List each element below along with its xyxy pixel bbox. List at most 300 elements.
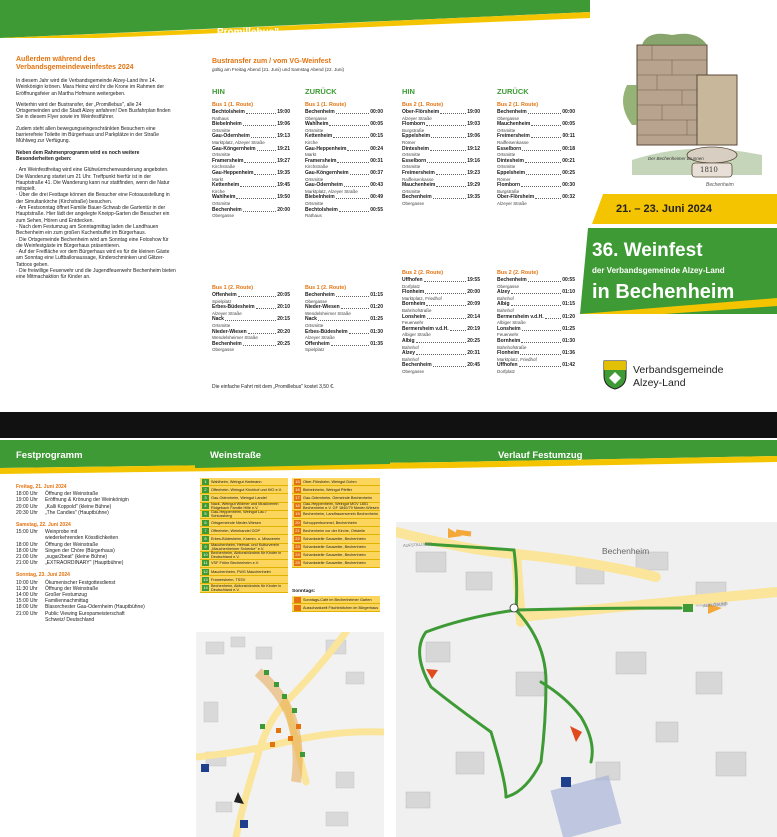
bus-stop-time: 19:23 — [467, 169, 480, 176]
bus-stop-time: 00:30 — [562, 182, 575, 189]
stand-number: 5 — [202, 511, 209, 517]
stand-number — [294, 605, 301, 611]
bus-stop-dots — [520, 351, 561, 355]
festprogramm-event — [16, 560, 186, 566]
event-title: Öffnung der Weinstraße — [45, 491, 99, 498]
weinstrasse-list-left — [200, 478, 288, 593]
bus-route-block — [402, 268, 480, 376]
bus-stop-location: Bahnhof — [402, 356, 419, 362]
bus-stop-time: 20:15 — [277, 316, 290, 323]
bus-stop-location: Bahnhof — [497, 307, 514, 313]
bus-section — [212, 58, 582, 72]
coat-of-arms-icon — [603, 360, 627, 390]
bus-stop-location: Bahnhofstraße — [402, 307, 432, 313]
bus-stop-time: 01:20 — [562, 313, 575, 320]
bus-stop-name: Eppelsheim — [497, 169, 526, 176]
zurueck-label-2: ZURÜCK — [497, 87, 529, 96]
weinstrasse-stand — [292, 535, 380, 543]
event-time: 15:00 Uhr — [16, 529, 38, 536]
bus-stop-dots — [545, 315, 562, 319]
bus-stop-location: Spielplatz — [212, 298, 232, 304]
bus-stop-name: Offenheim — [212, 292, 237, 298]
bus-stop-location: Alzeyer Straße — [497, 200, 527, 206]
bus-stop-location: Kirchstraße — [305, 164, 329, 170]
event-title: „The Candies" (Hauptbühne) — [45, 509, 109, 516]
bus-stop-name: Bermersheim v.d.H. — [497, 313, 544, 320]
bus-stop-dots — [243, 208, 276, 212]
bus-stop-dots — [433, 363, 466, 367]
intro-bullet-item: · Die Ortsgemeinde Bechenheim wird am Sonntag eine Fotoshow für die Weinfestgäste im Bürgerhaus präsentieren. — [16, 236, 169, 249]
fold-divider — [0, 412, 777, 438]
bus-stop-dots — [519, 363, 562, 367]
bus-stop-name: Flomborn — [402, 121, 426, 128]
bus-stop-name: Lonsheim — [497, 325, 521, 332]
date-text: 21. – 23. Juni 2024 — [616, 203, 713, 215]
bus-stop-location: Kirche — [305, 139, 318, 145]
bus-stop-name: Freimersheim — [402, 169, 435, 176]
zurueck-label-1: ZURÜCK — [305, 87, 337, 96]
bus-stop-name: Biebelnheim — [212, 121, 242, 128]
title-subtitle: der Verbandsgemeinde Alzey-Land — [592, 266, 725, 275]
bus-footer: Die einfache Fahrt mit dem „Promillebus" kostet 3,50 €. — [212, 384, 335, 390]
bus-stop-location: Kirche — [212, 188, 225, 194]
bus-stop-time: 19:45 — [277, 182, 290, 189]
bus-stop-dots — [257, 147, 277, 151]
weinstrasse-list-right — [292, 478, 380, 568]
bus-stop-location: Obergasse — [497, 283, 520, 289]
event-time — [16, 617, 45, 623]
bus-stop-dots — [333, 134, 369, 138]
bus-stop-time: 19:16 — [467, 157, 480, 164]
bus-stop-time: 19:29 — [467, 182, 480, 189]
bus-stop-location: Bahnhof — [497, 295, 514, 301]
weinstrasse-stand — [292, 560, 380, 568]
bus-stop-time: 01:30 — [562, 337, 575, 344]
event-time: 14:00 Uhr — [16, 592, 38, 599]
bus-stop-time: 19:03 — [467, 121, 480, 128]
bus-stop-dots — [426, 122, 466, 126]
bus-stop-time: 01:10 — [562, 289, 575, 296]
bus-stop-location: Bahnhofstraße — [497, 344, 527, 350]
bus-stop-name: Dintesheim — [497, 157, 524, 164]
bus-stop-dots — [521, 339, 561, 343]
bus-stop-name: Flonheim — [497, 350, 520, 357]
bus-stop-dots — [427, 159, 466, 163]
bus-stop-location: Römer — [497, 176, 511, 182]
event-time: 18:00 Uhr — [16, 491, 38, 498]
stand-number: 21 — [295, 527, 300, 533]
bus-stop-location: Rathaus — [305, 213, 322, 219]
bus-stop-location: Burgstraße — [497, 188, 520, 194]
bus-stop-time: 20:14 — [467, 313, 480, 320]
bus-stop-location: Alzeyer Straße — [402, 115, 432, 121]
bus-stop-location: Wendelsheimer Straße — [212, 335, 258, 341]
intro-heading: Außerdem während des Verbandsgemeindeweinfestes 2024 — [16, 56, 134, 71]
event-title: „EXTRAORDINARY" (Hauptbühne) — [45, 560, 124, 567]
event-time: 20:30 Uhr — [16, 509, 38, 516]
bus-stop-location: Ortsmitte — [402, 164, 421, 170]
well-illustration — [612, 25, 772, 185]
bus-stop-dots — [339, 208, 369, 212]
bus-stop-dots — [238, 293, 276, 297]
weinstrasse-stand — [200, 478, 288, 486]
bus-stop-location: Marktplatz, Friedhof — [402, 295, 442, 301]
stand-number: 6 — [202, 520, 209, 526]
event-title: „sugar2beat" (kleine Bühne) — [45, 554, 108, 561]
bus-stop-location: Marktplatz, Friedhof — [497, 356, 537, 362]
bus-route-title: Bus 2 (1. Route) — [402, 102, 444, 108]
bus-stop-time: 20:25 — [277, 340, 290, 347]
bus-stop-time: 01:36 — [562, 350, 575, 357]
bus-stop-location: Wendelsheimer Straße — [305, 310, 351, 316]
stand-name: Bechenheim, Aktionsbündnis für Kinder in Deutschland e.V. — [211, 551, 282, 560]
bus-stop-dots — [318, 317, 369, 321]
title-weinfest: 36. Weinfest — [592, 240, 703, 261]
bus-stop-name: Gau-Köngernheim — [305, 169, 349, 176]
weinstrasse-stand — [292, 544, 380, 552]
festprogramm-day: Samstag, 22. Juni 2024 — [16, 522, 71, 529]
bus-stop-location: Ortsmitte — [212, 152, 231, 158]
event-title: Ökumenischer Festgottesdienst — [45, 579, 116, 586]
bus-stop-location: Rathaus — [212, 115, 229, 121]
bus-stop-location: Ortsmitte — [212, 127, 231, 133]
stand-name: Schankstelle Gauweiler, Bechenheim — [303, 545, 366, 550]
bus-stop-name: Alzey — [497, 289, 511, 296]
stand-number: 19 — [295, 511, 300, 517]
event-title: Singen der Chöre (Bürgerhaus) — [45, 547, 115, 554]
stand-name: Bechenheim, Aktionsbündnis für Kinder in Deutschland e.V. — [211, 584, 282, 593]
verlauf-festumzug-title: Verlauf Festumzug — [498, 450, 583, 461]
stand-name: Schoppenbummel, Bechenheim — [303, 520, 357, 525]
bus-stop-location: Ortsmitte — [212, 322, 231, 328]
weinstrasse-stand — [200, 511, 288, 519]
stand-number: 20 — [295, 519, 300, 525]
bus-stop-dots — [331, 342, 369, 346]
weinstrasse-stand — [200, 519, 288, 527]
bus-stop-name: Nieder-Wiesen — [305, 304, 340, 311]
bus-stop-time: 00:15 — [370, 133, 383, 140]
bus-stop-name: Albig — [402, 337, 415, 344]
event-title: Familiennachmittag — [45, 598, 89, 605]
bus-stop-dots — [531, 134, 562, 138]
bus-stop-name: Esselborn — [402, 157, 427, 164]
bus-stop-dots — [225, 317, 276, 321]
bus-stop-time: 00:55 — [370, 206, 383, 213]
stand-name: Framersheim, TSSV — [211, 577, 246, 582]
stand-number: 9 — [202, 544, 209, 550]
bus-route-title: Bus 1 (1. Route) — [305, 102, 347, 108]
bus-stop-name: Bechenheim — [212, 340, 242, 347]
bus-stop-location: Dorfplatz — [497, 368, 516, 374]
bus-stop-location: Kirchstraße — [212, 164, 236, 170]
bus-stop-time: 00:32 — [562, 194, 575, 201]
bus-stop-time: 00:43 — [370, 182, 383, 189]
bus-stop-time: 00:05 — [370, 121, 383, 128]
stand-number: 12 — [203, 568, 208, 574]
bus-route-block — [212, 283, 290, 354]
bus-stop-time: 01:25 — [370, 316, 383, 323]
bus-stop-time: 20:31 — [467, 350, 480, 357]
bus-stop-time: 01:42 — [562, 362, 575, 369]
bus-stop-dots — [337, 159, 369, 163]
bus-stop-location: Alzeyer Straße — [305, 335, 335, 341]
title-location: in Bechenheim — [592, 281, 735, 303]
bus-stop-name: Bechenheim — [402, 362, 432, 369]
intro-bullet-item: · Am Festsonntag öffnet Familie Bauer-Schwab die Gartentür in der Hauptstraße. Hier lädt der angelegte Kneipp-Garten die Besucher ein zum Sehen, Hören und Entdecken. — [16, 205, 170, 224]
bus-stop-dots — [236, 195, 276, 199]
sonntags-stand — [292, 596, 380, 604]
bus-stop-location: Römer — [402, 139, 416, 145]
stand-number: 7 — [202, 528, 209, 534]
stand-name: Ausschankzelt Fischbrötchen im Bürgerhaus — [303, 605, 379, 610]
bus-stop-time: 00:55 — [562, 277, 575, 283]
bus-heading: Bustransfer zum / vom VG-Weinfest — [212, 58, 331, 65]
bus-stop-dots — [416, 351, 466, 355]
stand-name: Schankstelle Gauweiler, Bechenheim — [303, 536, 366, 541]
bus-stop-time: 00:24 — [370, 145, 383, 152]
bus-stop-time: 20:25 — [467, 337, 480, 344]
stand-name: VSF Frühe Bechenheim e.V. — [211, 561, 259, 566]
top-green-band — [0, 0, 590, 36]
weinstrasse-stand — [292, 511, 380, 519]
bus-stop-location: Raiffeisenkasse — [497, 139, 529, 145]
bus-route-title: Bus 1 (1. Route) — [212, 102, 254, 108]
bus-stop-time: 19:06 — [467, 133, 480, 140]
bus-stop-dots — [528, 110, 561, 114]
intro-bullet-item: · Über die drei Festtage können die Besucher eine Fotoausstellung in der Simultankirche (Kirchstraße) besuchen. — [16, 192, 170, 205]
stand-number: 4 — [202, 503, 209, 509]
stand-number: 15 — [295, 478, 300, 484]
event-time: 21:00 Uhr — [16, 560, 38, 567]
bus-stop-dots — [240, 183, 276, 187]
bus-stop-location: Albiger Straße — [497, 320, 526, 326]
bus-stop-time: 01:15 — [370, 292, 383, 298]
bus-stop-name: Mauchenheim — [497, 121, 531, 128]
bus-stop-dots — [522, 327, 562, 331]
bus-column-1 — [212, 100, 290, 353]
bus-stop-dots — [433, 195, 466, 199]
intro-bullet-item: · Nach dem Festumzug am Sonntagmittag laden die Landfrauen Bechenheim ein zum großen Kuchenbuffet im Bürgerhaus. — [16, 223, 159, 237]
bus-stop-dots — [522, 147, 561, 151]
bus-route-title: Bus 2 (2. Route) — [497, 270, 539, 276]
bus-stop-time: 00:21 — [562, 157, 575, 164]
bus-stop-dots — [329, 122, 369, 126]
intro-bullet-item: · Die freiwillige Feuerwehr und die Jugendfeuerwehr Bechenheim bieten eine Mitmachaktion für Kinder an. — [16, 268, 176, 281]
bus-stop-dots — [251, 134, 276, 138]
event-time: 10:00 Uhr — [16, 579, 38, 586]
bus-stop-location: Feuerwehr — [497, 332, 519, 338]
weinstrasse-stand — [200, 568, 288, 576]
bus-stop-dots — [521, 183, 561, 187]
bus-stop-name: Erbes-Büdesheim — [212, 304, 255, 311]
bus-stop-location: Obergasse — [305, 115, 328, 121]
bus-stop-time: 19:27 — [277, 157, 290, 164]
illustration-signature: Bechenheim — [706, 182, 734, 188]
stand-name: Mauchenheim, FWG Mauchenheim — [211, 569, 271, 574]
event-title: Öffnung der Weinstraße — [45, 585, 99, 592]
bus-stop-time: 00:49 — [370, 194, 383, 201]
festumzug-map — [396, 522, 777, 837]
hin-label-1: HIN — [212, 87, 225, 96]
bus-stop-name: Uffhofen — [497, 362, 518, 369]
bus-stop-dots — [511, 302, 562, 306]
stand-name: Offenheim, Weinhandel GOP — [211, 528, 261, 533]
bus-stop-time: 00:18 — [562, 145, 575, 152]
bus-stop-location: Markt — [305, 152, 317, 158]
stand-number: 23 — [295, 544, 300, 550]
intro-bullet-item: · Auf der Freifläche vor dem Bürgerhaus wird es für die kleinen Gäste am Sonntag eine Luftballonaussage, Kinderschminken und Glitzer-Tattoos geben. — [16, 249, 170, 268]
bus-stop-time: 20:00 — [467, 289, 480, 296]
hin-label-2: HIN — [402, 87, 415, 96]
festprogramm-event — [16, 510, 186, 516]
bus-stop-name: Kettenheim — [305, 133, 333, 140]
bus-stop-time: 19:50 — [277, 194, 290, 201]
bus-stop-time: 20:10 — [277, 304, 290, 311]
bus-stop-dots — [416, 339, 467, 343]
bus-stop-name: Freimersheim — [497, 133, 530, 140]
festprogramm-event — [16, 617, 186, 623]
bus-stop-dots — [535, 195, 561, 199]
stand-name: Nack, Weingut Widmer und Musikverein Ridgebach Familie Hille e.V. — [211, 502, 279, 511]
bus-stop-name: Nieder-Wiesen — [212, 328, 247, 335]
bus-route-block — [305, 102, 383, 219]
stand-number: 16 — [295, 486, 300, 492]
bus-stop-time: 01:35 — [370, 340, 383, 347]
bus-stop-name: Nack — [305, 316, 317, 323]
bus-stop-location: Ortsmitte — [305, 127, 324, 133]
stand-name: Sonntags-Café im Bechenheimer Garten — [303, 597, 372, 602]
stand-name: Bechenheim, Landfrauenverein Bechenheim — [303, 512, 378, 517]
bus-stop-dots — [427, 315, 467, 319]
weinstrasse-stand — [200, 486, 288, 494]
bus-stop-name: Bechenheim — [212, 206, 242, 213]
bus-stop-dots — [511, 290, 561, 294]
bus-stop-time: 19:55 — [467, 277, 480, 283]
bus-route-title: Bus 1 (2. Route) — [305, 285, 347, 291]
bus-stop-time: 19:35 — [467, 194, 480, 201]
bus-stop-time: 00:11 — [562, 133, 575, 140]
bus-stop-time: 20:05 — [277, 292, 290, 298]
weinstrasse-stand — [200, 584, 288, 592]
bus-stop-location: Marktplatz, Alzeyer Straße — [305, 188, 358, 194]
bus-route-block — [497, 102, 575, 207]
bus-stop-location: Obergasse — [305, 298, 328, 304]
event-time: 18:00 Uhr — [16, 604, 38, 611]
event-time: 20:00 Uhr — [16, 503, 38, 510]
bus-stop-dots — [349, 330, 370, 334]
bus-stop-name: Bechenheim — [497, 277, 527, 283]
bus-stop-name: Gau-Heppenheim — [305, 145, 347, 152]
bus-stop-name: Gau-Odernheim — [212, 133, 250, 140]
bus-stop-location: Ortsmitte — [497, 164, 516, 170]
bus-stop-location: Ortsmitte — [497, 127, 516, 133]
bus-stop-name: Bornheim — [497, 337, 521, 344]
bus-route-block — [497, 268, 575, 376]
weinstrasse-sonntags-list — [292, 596, 380, 612]
weinstrasse-stand — [292, 478, 380, 486]
illustration-sign: 1810 — [700, 166, 718, 174]
bus-stop-name: Erbes-Büdesheim — [305, 328, 348, 335]
event-title: Öffnung der Weinstraße — [45, 541, 99, 548]
stand-name: Gau-Heppenheim, Weingut Lau / Schlossberg — [211, 510, 267, 519]
bus-stop-name: Wahlheim — [305, 121, 329, 128]
map-aufstellung-label: AUFSTELLUNG — [402, 540, 433, 549]
map-aufloesung-label: AUFLÖSUNG — [702, 600, 729, 609]
bus-stop-name: Bechtolsheim — [212, 109, 245, 115]
stand-number: 25 — [295, 560, 300, 566]
stand-name: Biebelnheim, Weingut Pfeffer — [303, 487, 353, 492]
bus-stop-name: Flomborn — [497, 182, 521, 189]
bus-stop-time: 20:00 — [277, 206, 290, 213]
event-title: wiederkehrenden Kösstlichkeiten — [45, 535, 119, 542]
stand-name: Gau-Odernheim, Weingut Landel — [211, 495, 267, 500]
bus-stop-dots — [525, 159, 561, 163]
bus-stop-location: Obergasse — [402, 200, 425, 206]
bus-stop-dots — [243, 342, 276, 346]
bus-stop-name: Gau-Odernheim — [305, 182, 343, 189]
event-title: Blasorchester Gau-Odernheim (Hauptbühne) — [45, 604, 145, 611]
weinstrasse-map — [196, 632, 384, 837]
stand-number: 10 — [203, 552, 208, 558]
bus-stop-name: Alzey — [402, 350, 416, 357]
bus-stop-row — [212, 171, 290, 177]
bus-stop-time: 19:21 — [277, 145, 290, 152]
bus-stop-name: Gau-Heppenheim — [212, 169, 254, 176]
stand-number: 14 — [203, 585, 208, 591]
bus-stop-location: Obergasse — [497, 115, 520, 121]
intro-paragraph: Weiterhin wird der Bustransfer, der „Promillebus", alle 24 Ortsgemeinden und die Stadt Alzey anfahren! Den Busfahrplan finden Sie in diesem Flyer sowie im Weinfestführer. — [16, 101, 171, 121]
weinstrasse-title: Weinstraße — [210, 450, 262, 461]
bus-stop-dots — [341, 305, 370, 309]
bus-stop-dots — [424, 278, 467, 282]
bus-stop-location: Alzeyer Straße — [212, 310, 242, 316]
event-time: 18:00 Uhr — [16, 541, 38, 548]
bus-stop-name: Dintesheim — [402, 145, 429, 152]
weinstrasse-stand — [292, 503, 380, 511]
bus-stop-time: 00:00 — [562, 109, 575, 115]
bus-stop-name: Framersheim — [305, 157, 337, 164]
bus-stop-name: Bechenheim — [305, 109, 335, 115]
bus-stop-dots — [336, 195, 369, 199]
stand-name: Ober-Flörsheim, Weingut Dohm — [303, 479, 357, 484]
stand-name: Schankstelle Gauweiler, Bechenheim — [303, 553, 366, 558]
bus-stop-location: Raiffeisenkasse — [402, 176, 434, 182]
bus-stop-time: 19:13 — [277, 133, 290, 140]
bus-stop-dots — [344, 183, 369, 187]
intro-bullet-item: · Am Weinfestfreitag wird eine Glühwürmchenwanderung angeboten. Die Wanderung startet um 21 Uhr. Treffpunkt hierfür ist in der Hauptstraße 41. Die Wanderung kann nur stattfinden, wenn die Natur mitspielt. — [16, 167, 170, 193]
weinstrasse-stand — [200, 527, 288, 535]
bus-stop-name: Kettenheim — [212, 182, 240, 189]
bus-stop-dots — [431, 134, 466, 138]
bus-stop-time: 20:45 — [467, 362, 480, 369]
bus-stop-dots — [440, 110, 466, 114]
event-time: 11:30 Uhr — [16, 585, 38, 592]
bus-stop-time: 00:31 — [370, 157, 383, 164]
bus-stop-time: 19:35 — [277, 169, 290, 176]
bus-stop-dots — [526, 171, 561, 175]
bus-stop-dots — [336, 293, 369, 297]
bus-stop-time: 01:25 — [562, 325, 575, 332]
stand-name: Erbes-Büdesheim, Kramm- u. Missverein — [211, 536, 281, 541]
intro-paragraph: Zudem steht allen bewegungseingeschränkten Besuchern eine barrierefreie Toilette im Bürgerhaus und Parkplätze in der Straße Mühlweg zur Verfügung. — [16, 125, 160, 145]
bus-stop-dots — [430, 147, 466, 151]
bus-column-2 — [305, 100, 383, 353]
event-time: 18:00 Uhr — [16, 547, 38, 554]
bus-stop-name: Gau-Köngernheim — [212, 145, 256, 152]
intro-paragraph: Neben dem Rahmenprogramm wird es noch weitere Besonderheiten geben: — [16, 149, 140, 162]
sonntags-stand — [292, 604, 380, 612]
bottom-header-bands — [0, 438, 777, 478]
